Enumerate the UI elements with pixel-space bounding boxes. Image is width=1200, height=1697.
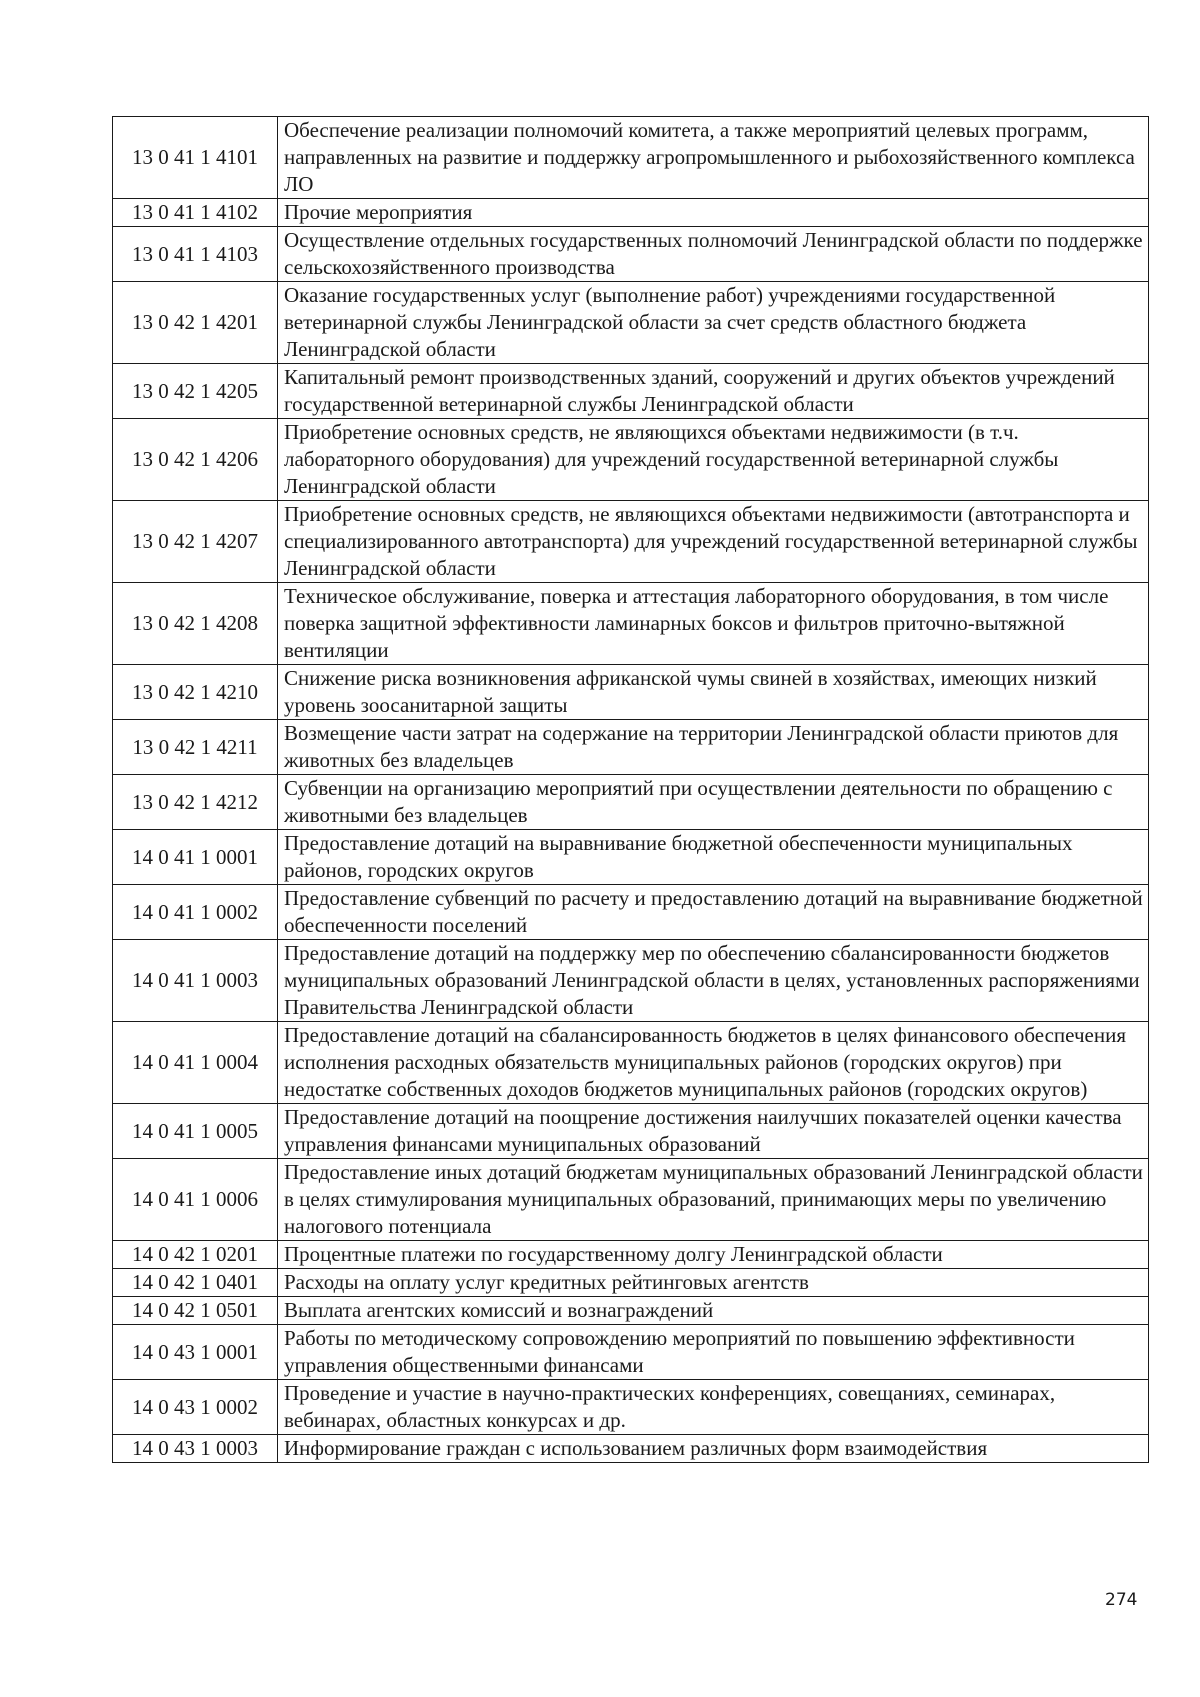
row-code: 13 0 42 1 4205: [113, 364, 278, 419]
table-row: [113, 1380, 1149, 1435]
row-description: Процентные платежи по государственному долгу Ленинградской области: [278, 1241, 1149, 1269]
row-description: Предоставление дотаций на сбалансированность бюджетов в целях финансового обеспечения исполнения расходных обязательств муниципальных районов (городских округов) при недостатке собственных доходов бюджетов муниципальных районов (городских округов): [278, 1022, 1149, 1104]
row-description: Прочие мероприятия: [278, 199, 1149, 227]
table-row: [113, 1435, 1149, 1463]
row-code: 14 0 43 1 0002: [113, 1380, 278, 1435]
row-code: 14 0 41 1 0005: [113, 1104, 278, 1159]
table-body: [113, 117, 1149, 1463]
row-code: 14 0 42 1 0401: [113, 1269, 278, 1297]
row-code: 14 0 41 1 0001: [113, 830, 278, 885]
table-row: [113, 1297, 1149, 1325]
row-description: Возмещение части затрат на содержание на территории Ленинградской области приютов для животных без владельцев: [278, 720, 1149, 775]
row-description: Работы по методическому сопровождению мероприятий по повышению эффективности управления общественными финансами: [278, 1325, 1149, 1380]
row-code: 14 0 42 1 0201: [113, 1241, 278, 1269]
row-code: 14 0 42 1 0501: [113, 1297, 278, 1325]
table-row: [113, 419, 1149, 501]
row-description: Предоставление дотаций на выравнивание бюджетной обеспеченности муниципальных районов, городских округов: [278, 830, 1149, 885]
row-code: 13 0 41 1 4102: [113, 199, 278, 227]
row-description: Капитальный ремонт производственных зданий, сооружений и других объектов учреждений государственной ветеринарной службы Ленинградской области: [278, 364, 1149, 419]
row-description: Обеспечение реализации полномочий комитета, а также мероприятий целевых программ, направленных на развитие и поддержку агропромышленного и рыбохозяйственного комплекса ЛО: [278, 117, 1149, 199]
table-row: [113, 282, 1149, 364]
table-row: [113, 665, 1149, 720]
table-row: [113, 583, 1149, 665]
row-description: Расходы на оплату услуг кредитных рейтинговых агентств: [278, 1269, 1149, 1297]
table-row: [113, 117, 1149, 199]
row-description: Субвенции на организацию мероприятий при осуществлении деятельности по обращению с животными без владельцев: [278, 775, 1149, 830]
row-code: 13 0 42 1 4211: [113, 720, 278, 775]
row-description: Предоставление дотаций на поощрение достижения наилучших показателей оценки качества управления финансами муниципальных образований: [278, 1104, 1149, 1159]
row-description: Оказание государственных услуг (выполнение работ) учреждениями государственной ветеринарной службы Ленинградской области за счет средств областного бюджета Ленинградской области: [278, 282, 1149, 364]
row-code: 14 0 41 1 0006: [113, 1159, 278, 1241]
row-description: Техническое обслуживание, поверка и аттестация лабораторного оборудования, в том числе поверка защитной эффективности ламинарных боксов и фильтров приточно-вытяжной вентиляции: [278, 583, 1149, 665]
table-row: [113, 1269, 1149, 1297]
row-description: Проведение и участие в научно-практических конференциях, совещаниях, семинарах, вебинарах, областных конкурсах и др.: [278, 1380, 1149, 1435]
row-description: Приобретение основных средств, не являющихся объектами недвижимости (автотранспорта и специализированного автотранспорта) для учреждений государственной ветеринарной службы Ленинградской области: [278, 501, 1149, 583]
table-row: [113, 1159, 1149, 1241]
table-row: [113, 501, 1149, 583]
row-description: Приобретение основных средств, не являющихся объектами недвижимости (в т.ч. лабораторного оборудования) для учреждений государственной ветеринарной службы Ленинградской области: [278, 419, 1149, 501]
row-code: 14 0 41 1 0004: [113, 1022, 278, 1104]
row-description: Снижение риска возникновения африканской чумы свиней в хозяйствах, имеющих низкий уровень зоосанитарной защиты: [278, 665, 1149, 720]
row-code: 13 0 42 1 4206: [113, 419, 278, 501]
row-code: 14 0 43 1 0003: [113, 1435, 278, 1463]
table-row: [113, 830, 1149, 885]
row-description: Предоставление иных дотаций бюджетам муниципальных образований Ленинградской области в целях стимулирования муниципальных образований, принимающих меры по увеличению налогового потенциала: [278, 1159, 1149, 1241]
row-code: 14 0 43 1 0001: [113, 1325, 278, 1380]
row-description: Предоставление дотаций на поддержку мер по обеспечению сбалансированности бюджетов муниципальных образований Ленинградской области в целях, установленных распоряжениями Правительства Ленинградской области: [278, 940, 1149, 1022]
row-code: 13 0 42 1 4212: [113, 775, 278, 830]
row-code: 13 0 41 1 4101: [113, 117, 278, 199]
table-row: [113, 199, 1149, 227]
row-code: 13 0 42 1 4208: [113, 583, 278, 665]
table-row: [113, 885, 1149, 940]
table-row: [113, 1325, 1149, 1380]
row-code: 13 0 42 1 4201: [113, 282, 278, 364]
row-description: Выплата агентских комиссий и вознаграждений: [278, 1297, 1149, 1325]
row-description: Осуществление отдельных государственных полномочий Ленинградской области по поддержке сельскохозяйственного производства: [278, 227, 1149, 282]
row-description: Предоставление субвенций по расчету и предоставлению дотаций на выравнивание бюджетной обеспеченности поселений: [278, 885, 1149, 940]
code-table: [112, 116, 1149, 1463]
row-code: 14 0 41 1 0003: [113, 940, 278, 1022]
row-code: 13 0 41 1 4103: [113, 227, 278, 282]
page-number: 274: [1105, 1590, 1138, 1610]
row-code: 14 0 41 1 0002: [113, 885, 278, 940]
table-row: [113, 775, 1149, 830]
row-description: Информирование граждан с использованием различных форм взаимодействия: [278, 1435, 1149, 1463]
row-code: 13 0 42 1 4207: [113, 501, 278, 583]
table-row: [113, 1241, 1149, 1269]
table-row: [113, 940, 1149, 1022]
table-row: [113, 1022, 1149, 1104]
table-row: [113, 364, 1149, 419]
table-row: [113, 1104, 1149, 1159]
table-row: [113, 227, 1149, 282]
row-code: 13 0 42 1 4210: [113, 665, 278, 720]
table-row: [113, 720, 1149, 775]
